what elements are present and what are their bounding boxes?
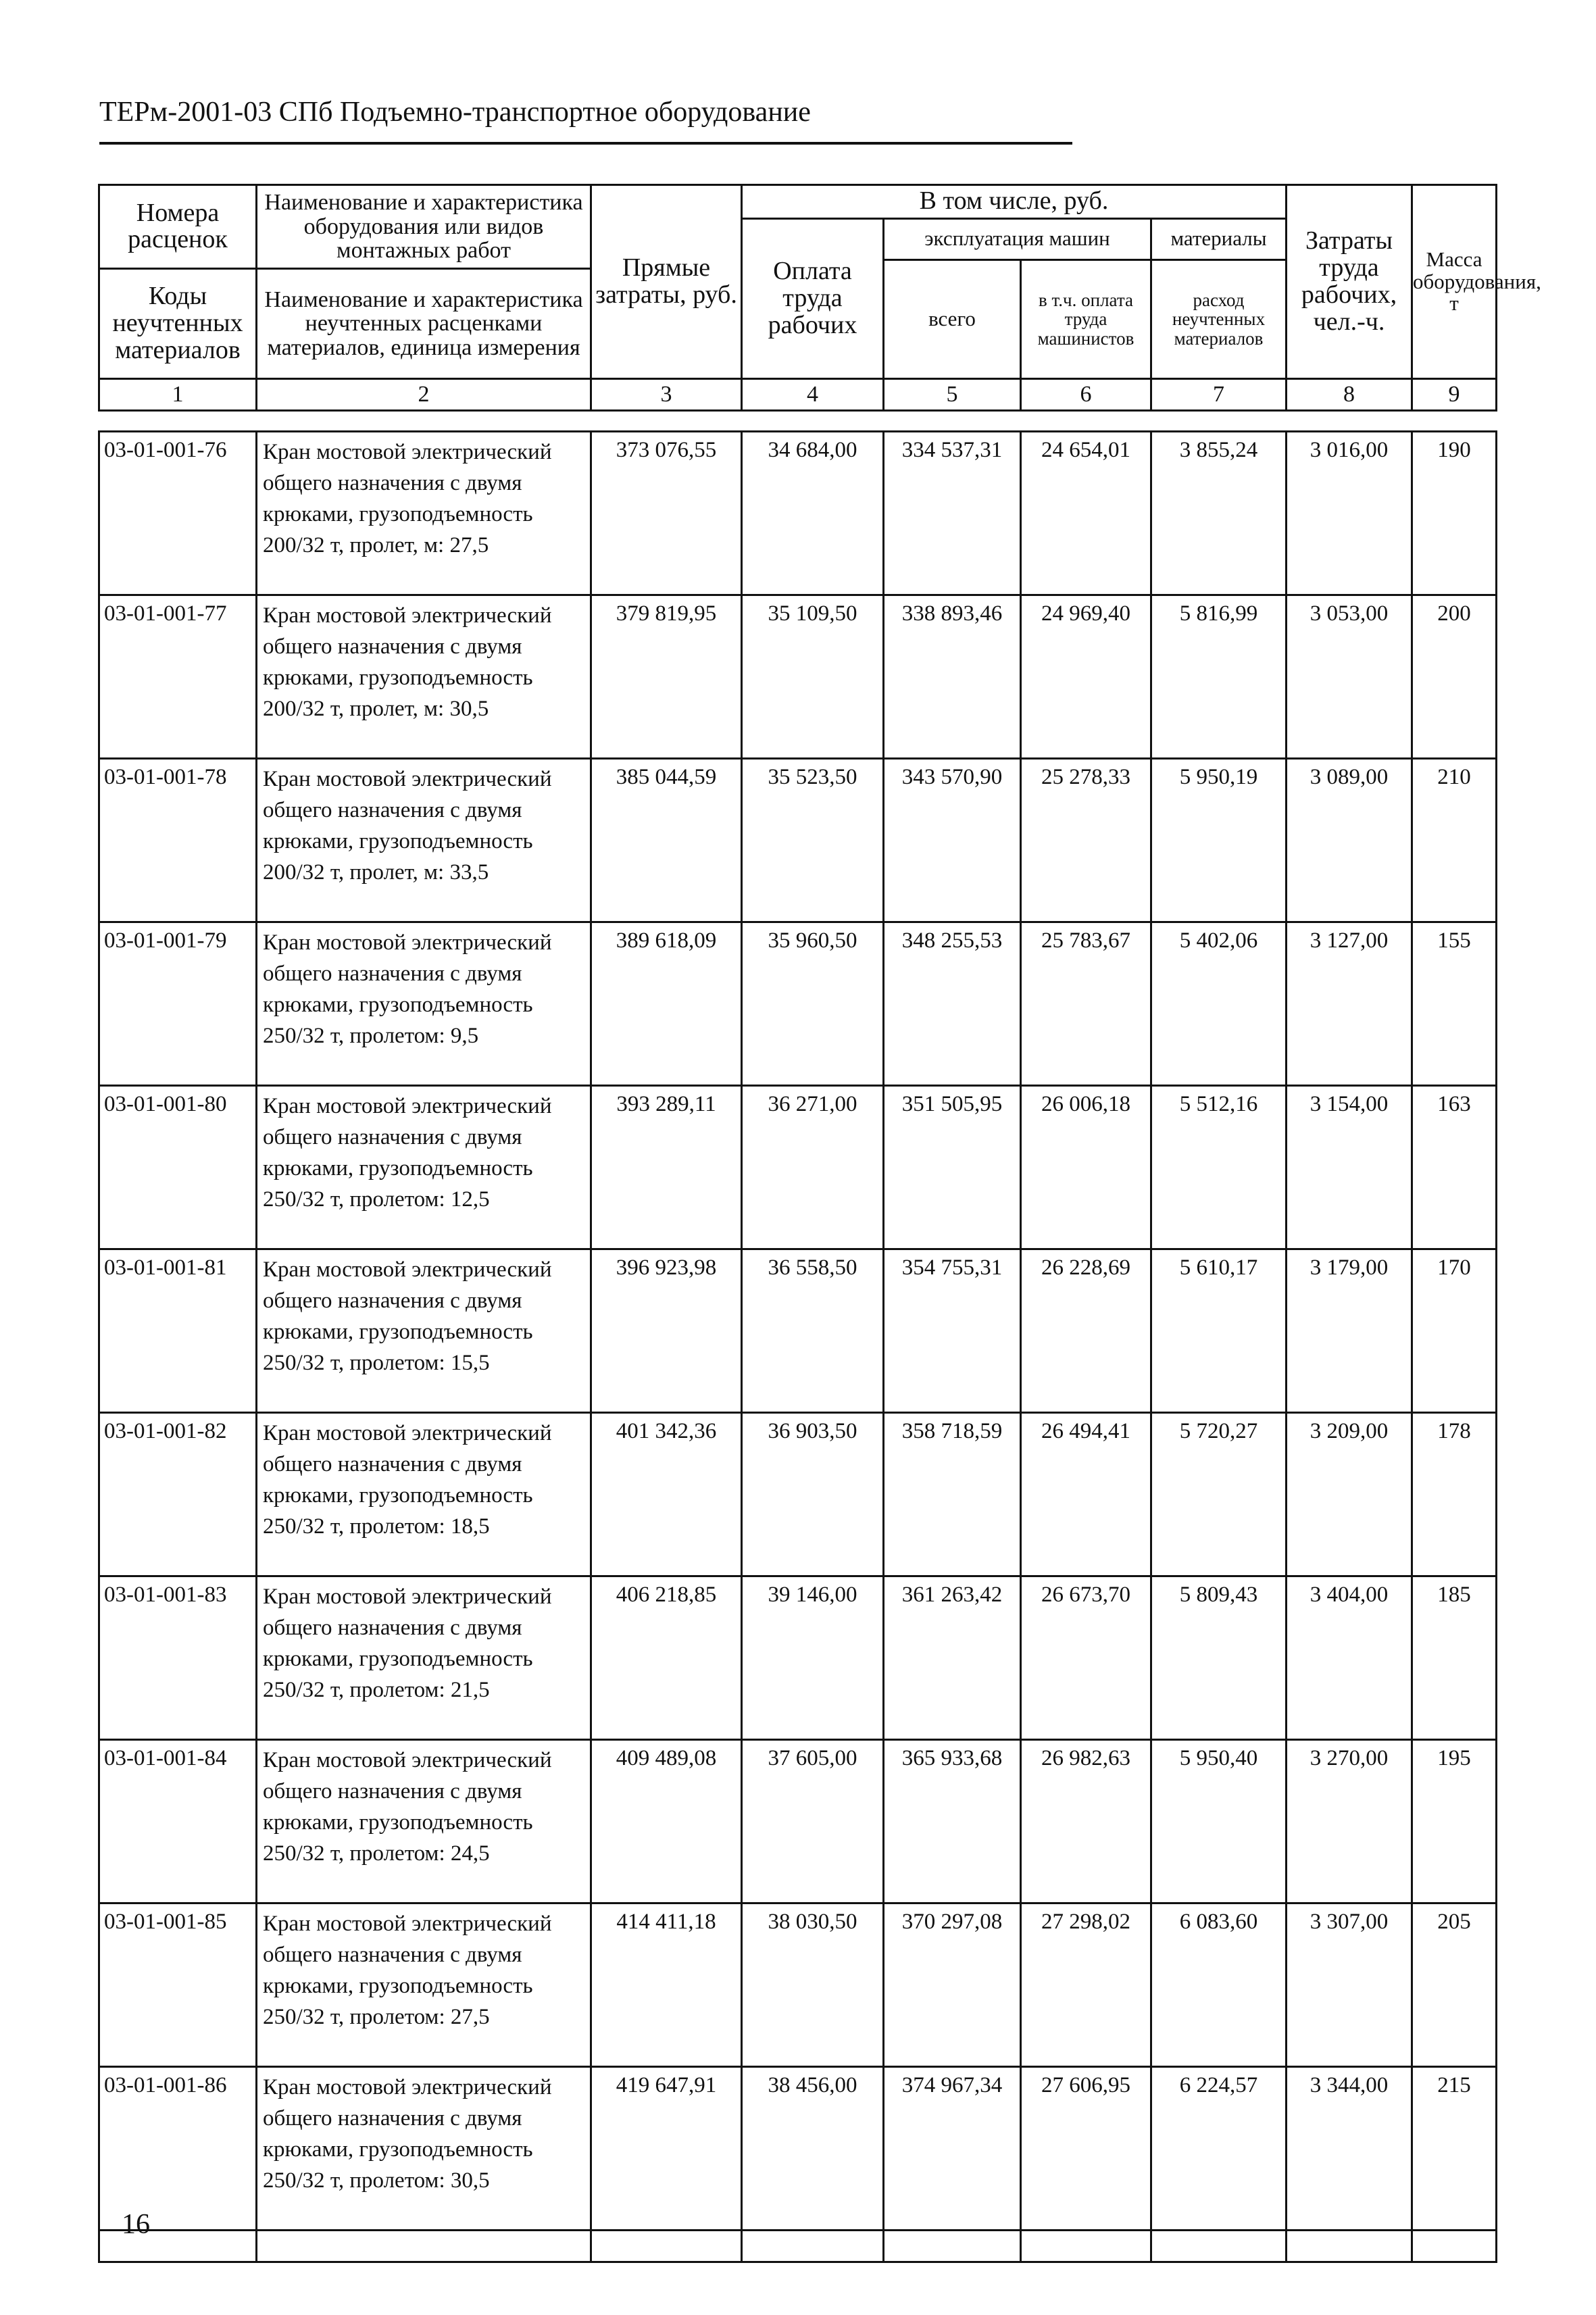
rate-code-cell: 03-01-001-86 — [99, 2067, 257, 2231]
operator-pay-cell: 26 228,69 — [1021, 1249, 1151, 1413]
rate-code-cell: 03-01-001-76 — [99, 432, 257, 595]
column-number: 4 — [742, 379, 884, 411]
materials-cell: 6 083,60 — [1151, 1903, 1287, 2067]
machines-total-cell: 365 933,68 — [884, 1740, 1021, 1903]
direct-costs-cell: 419 647,91 — [591, 2067, 742, 2231]
rate-code-cell: 03-01-001-81 — [99, 1249, 257, 1413]
worker-pay-cell: 36 271,00 — [742, 1086, 884, 1249]
equipment-mass-cell: 185 — [1412, 1576, 1497, 1740]
machines-total-cell: 354 755,31 — [884, 1249, 1021, 1413]
equipment-mass-cell: 178 — [1412, 1413, 1497, 1576]
direct-costs-cell: 401 342,36 — [591, 1413, 742, 1576]
description-cell: Кран мостовой электрический общего назначения с двумя крюками, грузоподъемность 200/32 т, пролет, м: 30,5 — [257, 595, 591, 759]
materials-cell: 6 224,57 — [1151, 2067, 1287, 2231]
direct-costs-cell: 389 618,09 — [591, 922, 742, 1086]
labor-hours-cell: 3 179,00 — [1287, 1249, 1412, 1413]
materials-cell: 5 950,40 — [1151, 1740, 1287, 1903]
machines-total-cell: 370 297,08 — [884, 1903, 1021, 2067]
equipment-mass-cell: 205 — [1412, 1903, 1497, 2067]
table-row — [99, 1086, 1497, 1249]
worker-pay-cell: 39 146,00 — [742, 1576, 884, 1740]
materials-cell: 5 402,06 — [1151, 922, 1287, 1086]
description-cell: Кран мостовой электрический общего назначения с двумя крюками, грузоподъемность 200/32 т, пролет, м: 27,5 — [257, 432, 591, 595]
col-header-labor-hours: Затраты труда рабочих, чел.-ч. — [1287, 185, 1412, 379]
labor-hours-cell: 3 404,00 — [1287, 1576, 1412, 1740]
operator-pay-cell: 25 278,33 — [1021, 759, 1151, 922]
col-header-direct-costs: Прямые затраты, руб. — [591, 185, 742, 379]
column-number: 3 — [591, 379, 742, 411]
description-cell: Кран мостовой электрический общего назначения с двумя крюками, грузоподъемность 250/32 т, пролетом: 12,5 — [257, 1086, 591, 1249]
worker-pay-cell: 38 030,50 — [742, 1903, 884, 2067]
col-header-machines-total: всего — [884, 259, 1021, 379]
rate-code-cell: 03-01-001-82 — [99, 1413, 257, 1576]
col-header-material-name: Наименование и характеристика неучтенных расценками материалов, единица измерения — [257, 268, 591, 378]
operator-pay-cell: 26 006,18 — [1021, 1086, 1151, 1249]
worker-pay-cell: 37 605,00 — [742, 1740, 884, 1903]
col-header-worker-pay: Оплата труда рабочих — [742, 218, 884, 379]
group-header-machine-operation: эксплуатация машин — [884, 218, 1151, 259]
table-row — [99, 1413, 1497, 1576]
group-header-including: В том числе, руб. — [742, 185, 1287, 219]
column-number: 6 — [1021, 379, 1151, 411]
rates-table-body — [98, 430, 1497, 2263]
operator-pay-cell: 24 654,01 — [1021, 432, 1151, 595]
operator-pay-cell: 27 298,02 — [1021, 1903, 1151, 2067]
table-row — [99, 1740, 1497, 1903]
description-cell: Кран мостовой электрический общего назначения с двумя крюками, грузоподъемность 250/32 т, пролетом: 15,5 — [257, 1249, 591, 1413]
equipment-mass-cell: 155 — [1412, 922, 1497, 1086]
rate-code-cell: 03-01-001-83 — [99, 1576, 257, 1740]
machines-total-cell: 374 967,34 — [884, 2067, 1021, 2231]
description-cell: Кран мостовой электрический общего назначения с двумя крюками, грузоподъемность 250/32 т, пролетом: 9,5 — [257, 922, 591, 1086]
materials-cell: 5 512,16 — [1151, 1086, 1287, 1249]
direct-costs-cell: 385 044,59 — [591, 759, 742, 922]
direct-costs-cell: 393 289,11 — [591, 1086, 742, 1249]
direct-costs-cell: 414 411,18 — [591, 1903, 742, 2067]
table-row — [99, 2067, 1497, 2231]
table-row — [99, 1249, 1497, 1413]
machines-total-cell: 361 263,42 — [884, 1576, 1021, 1740]
materials-cell: 3 855,24 — [1151, 432, 1287, 595]
worker-pay-cell: 34 684,00 — [742, 432, 884, 595]
equipment-mass-cell: 195 — [1412, 1740, 1497, 1903]
worker-pay-cell: 36 558,50 — [742, 1249, 884, 1413]
equipment-mass-cell: 170 — [1412, 1249, 1497, 1413]
equipment-mass-cell: 190 — [1412, 432, 1497, 595]
description-cell: Кран мостовой электрический общего назначения с двумя крюками, грузоподъемность 250/32 т, пролетом: 21,5 — [257, 1576, 591, 1740]
machines-total-cell: 334 537,31 — [884, 432, 1021, 595]
labor-hours-cell: 3 127,00 — [1287, 922, 1412, 1086]
col-header-rate-numbers: Номера расценок — [99, 185, 257, 269]
rate-code-cell: 03-01-001-80 — [99, 1086, 257, 1249]
labor-hours-cell: 3 307,00 — [1287, 1903, 1412, 2067]
equipment-mass-cell: 210 — [1412, 759, 1497, 922]
equipment-mass-cell: 200 — [1412, 595, 1497, 759]
description-cell: Кран мостовой электрический общего назначения с двумя крюками, грузоподъемность 250/32 т, пролетом: 24,5 — [257, 1740, 591, 1903]
description-cell: Кран мостовой электрический общего назначения с двумя крюками, грузоподъемность 250/32 т, пролетом: 30,5 — [257, 2067, 591, 2231]
machines-total-cell: 338 893,46 — [884, 595, 1021, 759]
worker-pay-cell: 35 960,50 — [742, 922, 884, 1086]
labor-hours-cell: 3 053,00 — [1287, 595, 1412, 759]
table-tail-row — [99, 2231, 1497, 2262]
column-number: 2 — [257, 379, 591, 411]
materials-cell: 5 809,43 — [1151, 1576, 1287, 1740]
operator-pay-cell: 27 606,95 — [1021, 2067, 1151, 2231]
column-number: 9 — [1412, 379, 1497, 411]
equipment-mass-cell: 215 — [1412, 2067, 1497, 2231]
labor-hours-cell: 3 270,00 — [1287, 1740, 1412, 1903]
materials-cell: 5 610,17 — [1151, 1249, 1287, 1413]
column-number: 8 — [1287, 379, 1412, 411]
description-cell: Кран мостовой электрический общего назначения с двумя крюками, грузоподъемность 250/32 т, пролетом: 18,5 — [257, 1413, 591, 1576]
worker-pay-cell: 38 456,00 — [742, 2067, 884, 2231]
worker-pay-cell: 35 523,50 — [742, 759, 884, 922]
direct-costs-cell: 406 218,85 — [591, 1576, 742, 1740]
direct-costs-cell: 409 489,08 — [591, 1740, 742, 1903]
machines-total-cell: 351 505,95 — [884, 1086, 1021, 1249]
equipment-mass-cell: 163 — [1412, 1086, 1497, 1249]
description-cell: Кран мостовой электрический общего назначения с двумя крюками, грузоподъемность 250/32 т, пролетом: 27,5 — [257, 1903, 591, 2067]
materials-cell: 5 720,27 — [1151, 1413, 1287, 1576]
operator-pay-cell: 24 969,40 — [1021, 595, 1151, 759]
col-header-material-codes: Коды неучтенных материалов — [99, 268, 257, 378]
col-header-equipment-name: Наименование и характеристика оборудования или видов монтажных работ — [257, 185, 591, 269]
rate-code-cell: 03-01-001-77 — [99, 595, 257, 759]
direct-costs-cell: 396 923,98 — [591, 1249, 742, 1413]
operator-pay-cell: 25 783,67 — [1021, 922, 1151, 1086]
labor-hours-cell: 3 344,00 — [1287, 2067, 1412, 2231]
col-header-operator-pay: в т.ч. оплата труда машинистов — [1021, 259, 1151, 379]
column-number: 1 — [99, 379, 257, 411]
table-row — [99, 1903, 1497, 2067]
column-number: 5 — [884, 379, 1021, 411]
labor-hours-cell: 3 089,00 — [1287, 759, 1412, 922]
operator-pay-cell: 26 982,63 — [1021, 1740, 1151, 1903]
table-row — [99, 595, 1497, 759]
materials-cell: 5 816,99 — [1151, 595, 1287, 759]
header-rule — [99, 142, 1072, 145]
labor-hours-cell: 3 209,00 — [1287, 1413, 1412, 1576]
rate-code-cell: 03-01-001-85 — [99, 1903, 257, 2067]
col-header-unaccounted-materials: расход неучтенных материалов — [1151, 259, 1287, 379]
col-header-equipment-mass: Масса оборудования, т — [1412, 185, 1497, 379]
direct-costs-cell: 379 819,95 — [591, 595, 742, 759]
worker-pay-cell: 36 903,50 — [742, 1413, 884, 1576]
machines-total-cell: 343 570,90 — [884, 759, 1021, 922]
group-header-materials: материалы — [1151, 218, 1287, 259]
machines-total-cell: 358 718,59 — [884, 1413, 1021, 1576]
operator-pay-cell: 26 673,70 — [1021, 1576, 1151, 1740]
document-header-title: ТЕРм-2001-03 СПб Подъемно-транспортное оборудование — [99, 97, 811, 128]
operator-pay-cell: 26 494,41 — [1021, 1413, 1151, 1576]
rates-table-header — [98, 184, 1541, 412]
table-row — [99, 759, 1497, 922]
table-row — [99, 1576, 1497, 1740]
table-row — [99, 922, 1497, 1086]
worker-pay-cell: 35 109,50 — [742, 595, 884, 759]
column-number: 7 — [1151, 379, 1287, 411]
direct-costs-cell: 373 076,55 — [591, 432, 742, 595]
rate-code-cell: 03-01-001-84 — [99, 1740, 257, 1903]
rate-code-cell: 03-01-001-78 — [99, 759, 257, 922]
description-cell: Кран мостовой электрический общего назначения с двумя крюками, грузоподъемность 200/32 т, пролет, м: 33,5 — [257, 759, 591, 922]
materials-cell: 5 950,19 — [1151, 759, 1287, 922]
machines-total-cell: 348 255,53 — [884, 922, 1021, 1086]
table-row — [99, 432, 1497, 595]
labor-hours-cell: 3 154,00 — [1287, 1086, 1412, 1249]
labor-hours-cell: 3 016,00 — [1287, 432, 1412, 595]
rate-code-cell: 03-01-001-79 — [99, 922, 257, 1086]
page-number: 16 — [122, 2209, 150, 2240]
